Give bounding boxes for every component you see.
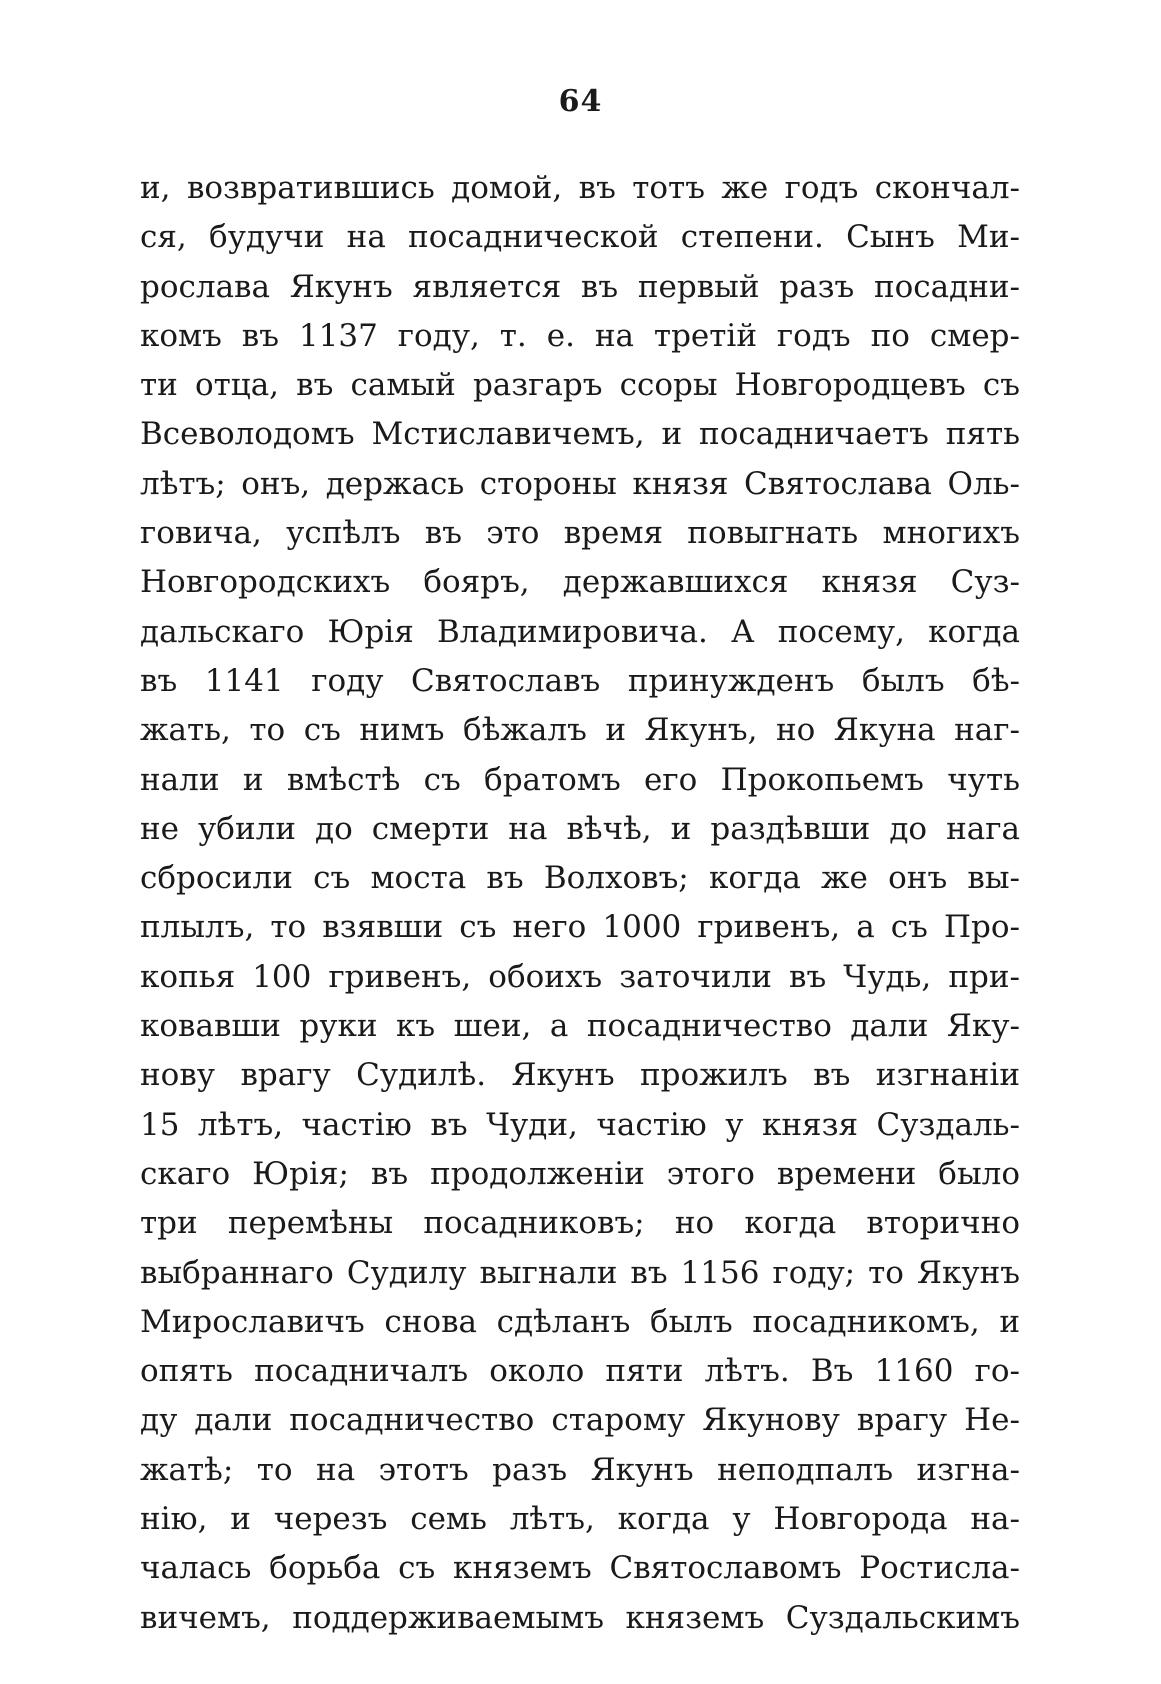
text-line: дальскаго Юрія Владимировича. А посему, когда [140,613,1020,650]
text-line: вичемъ, поддерживаемымъ княземъ Суздальскимъ [140,1599,1020,1636]
text-line: чалась борьба съ княземъ Святославомъ Ростисла- [140,1550,1020,1587]
text-line: плылъ, то взявши съ него 1000 гривенъ, а съ Про- [140,909,1020,946]
text-line: ти отца, въ самый разгаръ ссоры Новгородцевъ съ [140,367,1020,404]
text-line: и, возвратившись домой, въ тотъ же годъ скончал- [140,170,1020,206]
text-line: Новгородскихъ бояръ, державшихся князя Суз- [140,564,1020,601]
text-line: копья 100 гривенъ, обоихъ заточили въ Чудь, при- [140,958,1020,995]
text-line: 15 лѣтъ, частію въ Чуди, частію у князя Суздаль- [140,1106,1020,1143]
text-line: жатѣ; то на этотъ разъ Якунъ неподпалъ изгна- [140,1451,1020,1488]
text-line: нову врагу Судилѣ. Якунъ прожилъ въ изгнаніи [140,1057,1020,1094]
text-line: говича, успѣлъ въ это время повыгнать многихъ [140,515,1020,552]
text-line: ковавши руки къ шеи, а посадничество дали Яку- [140,1008,1020,1045]
text-line: рослава Якунъ является въ первый разъ посадни- [140,268,1020,305]
text-line: не убили до смерти на вѣчѣ, и раздѣвши до нага [140,810,1020,847]
text-line: сбросили съ моста въ Волховъ; когда же онъ вы- [140,860,1020,897]
text-line: комъ въ 1137 году, т. е. на третій годъ по смер- [140,317,1020,354]
text-line: жать, то съ нимъ бѣжалъ и Якунъ, но Якуна наг- [140,712,1020,749]
text-line: ся, будучи на посаднической степени. Сынъ Ми- [140,219,1020,256]
text-line: выбраннаго Судилу выгнали въ 1156 году; то Якунъ [140,1254,1020,1291]
text-line: въ 1141 году Святославъ принужденъ былъ бѣ- [140,662,1020,699]
text-line: лѣтъ; онъ, держась стороны князя Святослава Оль- [140,465,1020,502]
text-line: нали и вмѣстѣ съ братомъ его Прокопьемъ чуть [140,761,1020,798]
page-number: 64 [558,84,603,119]
text-line: нію, и черезъ семь лѣтъ, когда у Новгорода на- [140,1501,1020,1538]
text-line: опять посадничалъ около пяти лѣтъ. Въ 1160 го- [140,1353,1020,1390]
text-line: скаго Юрія; въ продолженіи этого времени было [140,1155,1020,1192]
text-line: ду дали посадничество старому Якунову врагу Не- [140,1402,1020,1439]
text-line: Мирославичъ снова сдѣланъ былъ посадникомъ, и [140,1303,1020,1340]
text-line: Всеволодомъ Мстиславичемъ, и посадничаетъ пять [140,416,1020,453]
text-line: три перемѣны посадниковъ; но когда вторично [140,1205,1020,1242]
body-text [140,164,1020,1643]
